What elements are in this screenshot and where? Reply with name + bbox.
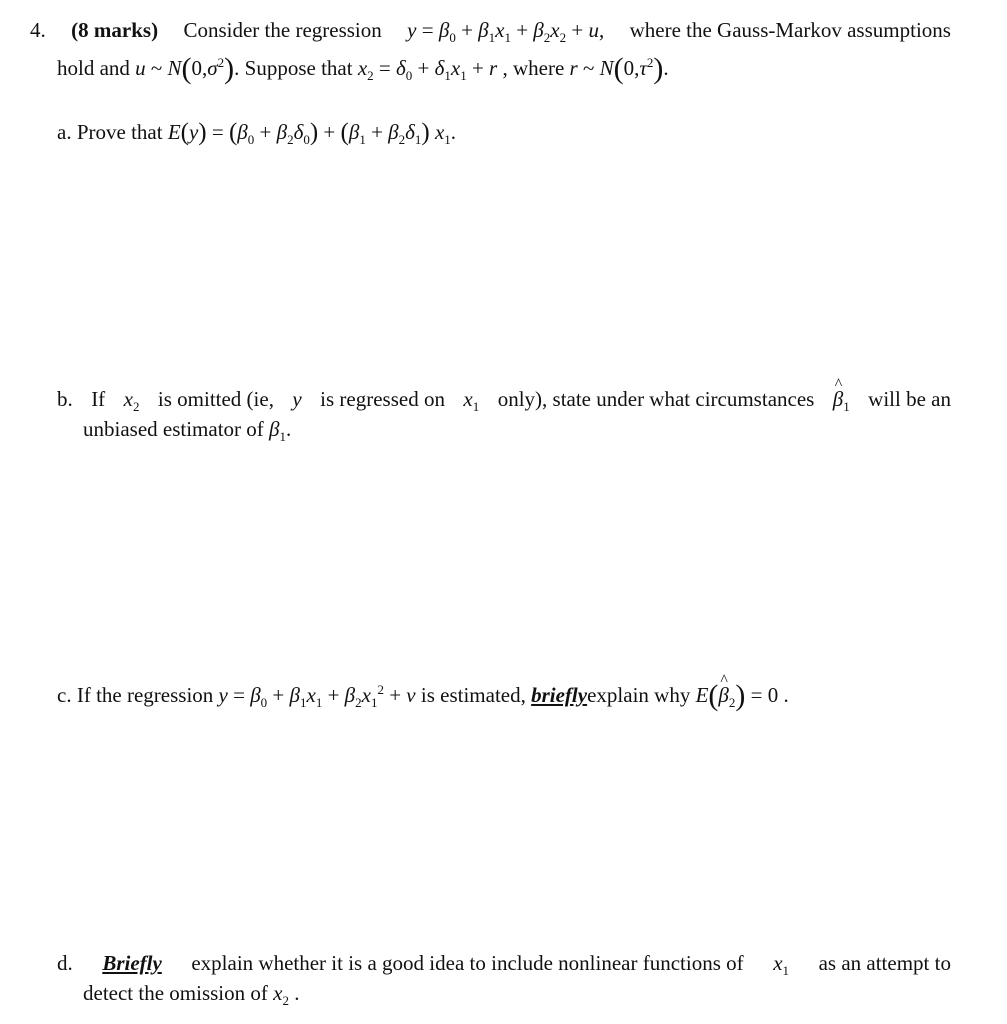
r-distribution: r ~ $N(0,\tau^2)$.: [569, 52, 669, 85]
part-d-label: d.: [57, 951, 73, 975]
expectation-equation: $E(y) = (\beta_0 + \beta_2\delta_0) + (\beta_1 + \beta_2\delta_1)$ $x_1$.: [167, 119, 457, 147]
question-number: 4.: [30, 18, 46, 42]
regression-equation: $y = \beta_0 + \beta_1x_1 + \beta_2x_2 + u$,: [407, 18, 605, 45]
question-line-2: hold and u ~ $N(0,\sigma^2)$. Suppose that $x_2 = \delta_0 + \delta_1x_1 + r$ , where r ~ $N(0,\tau^2)$.: [57, 52, 669, 85]
question-marks: (8 marks): [71, 18, 159, 42]
part-c-label: c.: [57, 683, 72, 707]
question-line-1: 4. (8 marks) Consider the regression $y = \beta_0 + \beta_1x_1 + \beta_2x_2 + u$, where the Gauss-Markov assumptions: [30, 18, 951, 45]
part-b-label: b.: [57, 387, 73, 411]
part-d-line-2: detect the omission of $x_2$ .: [83, 981, 300, 1008]
part-a: a. Prove that $E(y) = (\beta_0 + \beta_2\delta_0) + (\beta_1 + \beta_2\delta_1)$ $x_1$.: [57, 119, 457, 147]
part-b-line-2: unbiased estimator of $\beta_1$.: [83, 417, 292, 444]
expectation-beta2-hat: E(^ $\beta_2) = 0$ .: [696, 683, 789, 707]
beta1-hat: ^ $\beta_1$: [833, 385, 850, 413]
x2-equation: $x_2 = \delta_0 + \delta_1x_1 + r$ ,: [357, 56, 508, 83]
part-a-label: a.: [57, 120, 72, 144]
quadratic-regression: $y = \beta_0 + \beta_1x_1 + \beta_2x_1^2 + v$: [218, 682, 416, 710]
part-c: c. If the regression $y = \beta_0 + \beta_1x_1 + \beta_2x_1^2 + v$ is estimated, brieflyexplain why E(^ $\beta_2) = 0$ .: [57, 681, 789, 710]
error-distribution: u ~ $N(0,\sigma^2)$.: [135, 52, 240, 85]
part-d-line-1: d. Briefly explain whether it is a good idea to include nonlinear functions of $x_1$ as an attempt to: [57, 951, 951, 978]
part-b-line-1: b. If $x_2$ is omitted (ie, y is regressed on $x_1$ only), state under what circumstances ^ $\beta_1$ will be an: [57, 385, 951, 413]
